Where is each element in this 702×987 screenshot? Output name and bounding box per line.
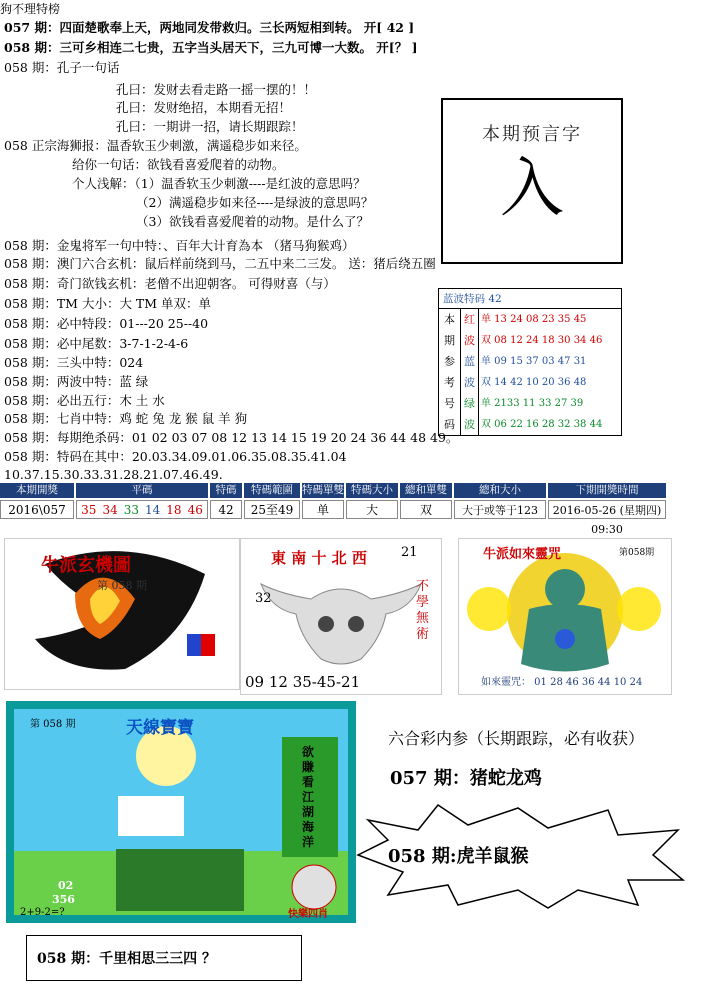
text-line: 给你一句话：欲钱看喜爱爬着的动物。: [72, 157, 285, 172]
result-header: 特碼單雙: [302, 484, 344, 496]
text-line: （3）欲钱看喜爱爬着的动物。是什么了？: [136, 214, 369, 229]
flat-number: 14: [145, 503, 161, 517]
right-panel-bottom: 如來靈咒： 01 28 46 36 44 10 24: [481, 677, 643, 688]
text-line: 058 期：必中尾数：3-7-1-2-4-6: [4, 336, 189, 351]
wave-side-char: 本: [444, 313, 455, 326]
text-line: 058 正宗海狮报：温香软玉少刺激，满遥稳步如来径。: [4, 138, 307, 153]
wave-color-name: 波: [461, 414, 479, 435]
result-sum-size: 大于或等于123: [454, 500, 546, 519]
text-line: 058 期：七肖中特：鸡 蛇 兔 龙 猴 鼠 羊 狗: [4, 411, 248, 426]
result-header: 總和單雙: [400, 483, 452, 498]
flat-number: 18: [166, 503, 182, 517]
result-odd-even: 单: [302, 500, 344, 519]
teletubbies-period: 第 058 期: [30, 719, 76, 730]
prediction-title: 本期预言字: [482, 124, 582, 145]
teletubbies-right-text: 欲賺看江湖海洋: [302, 745, 315, 849]
wave-numbers: 双 14 42 10 20 36 48: [481, 377, 587, 388]
text-line: 058 期：奇门欲钱玄机：老僧不出迎朝客。 可得财喜（与）: [4, 276, 336, 291]
result-flat-numbers: [76, 500, 208, 519]
text-line: 058 期：必出五行：木 土 水: [4, 393, 165, 408]
result-header: 本期開獎: [0, 483, 74, 498]
page-title: 狗不理特榜: [0, 2, 61, 16]
result-next-draw: 2016-05-26 (星期四) 09:30: [548, 500, 666, 519]
wave-numbers: 单 2133 11 33 27 39: [481, 398, 584, 409]
flat-number: 34: [102, 503, 118, 517]
wave-title: 蓝波特码 42: [439, 289, 621, 309]
text-line: 058 期：澳门六合玄机：鼠后样前绕到马，二五中来二三发。 送：猪后绕五圈: [4, 256, 436, 271]
wave-side-char: 号: [444, 397, 455, 410]
text-line: 058 期：每期绝杀码：01 02 03 07 08 12 13 14 15 19 20 24 36 44 48 49。: [4, 430, 459, 445]
footer-box: [26, 935, 302, 981]
result-header: 特碼範圍: [244, 483, 300, 498]
text-line: 10.37.15.30.33.31.28.21.07.46.49.: [4, 467, 223, 482]
left-panel-title: 牛派玄機圖: [41, 555, 131, 576]
result-header: 特碼: [210, 483, 242, 498]
wave-color-name: 绿: [461, 393, 479, 414]
text-line: 058 期：三头中特：024: [4, 355, 144, 370]
teletubbies-panel: [6, 701, 356, 923]
result-size: 大: [346, 500, 398, 519]
left-panel-period: 第 058 期: [97, 579, 147, 592]
middle-panel-directions: 東 南 十 北 西: [271, 549, 367, 567]
wave-color-name: 蓝: [461, 351, 479, 372]
teletubbies-code2: 356: [52, 893, 75, 906]
wave-numbers: 单 09 15 37 03 47 31: [481, 356, 587, 367]
middle-panel-32: 32: [255, 591, 272, 606]
teletubbies-code1: 02: [58, 879, 74, 892]
left-panel: [4, 538, 240, 690]
text-line: 孔曰：发财绝招，本期看无招！: [116, 100, 292, 115]
text-line: 058 期：两波中特：蓝 绿: [4, 374, 149, 389]
flat-number: 33: [123, 503, 139, 517]
wave-side-char: 码: [444, 418, 455, 431]
neican-header: 六合彩内参（长期跟踪，必有收获）: [388, 729, 645, 748]
text-line: 个人浅解：（1）温香软玉少刺激----是红波的意思吗？: [72, 176, 366, 191]
wave-numbers: 单 13 24 08 23 35 45: [481, 314, 587, 325]
text-line: 058 期：必中特段：01---20 25--40: [4, 316, 209, 331]
buddha-graphic: [459, 539, 671, 694]
text-line: （2）满遥稳步如来径----是绿波的意思吗？: [136, 195, 374, 210]
prediction-glyph: 入: [500, 152, 564, 226]
result-header: 下期開獎時間: [548, 483, 666, 498]
footer-text: 058 期：千里相思三三四 ？: [37, 951, 216, 967]
wave-color-name: 波: [461, 372, 479, 393]
result-header: 總和大小: [454, 483, 546, 498]
text-line: 058 期：三可乡相连二七贵，五字当头居天下，三九可博一大数。 开[？ ]: [4, 40, 418, 55]
text-line: 058 期：孔子一句话: [4, 60, 120, 75]
text-line: 057 期：四面楚歌奉上天，两地同发带救归。三长两短相到转。 开[ 42 ]: [4, 20, 415, 35]
result-sum-odd-even: 双: [400, 500, 452, 519]
right-panel-period: 第058期: [619, 548, 655, 558]
result-special: 42: [210, 500, 242, 519]
wave-numbers: 双 06 22 16 28 32 38 44: [481, 419, 603, 430]
neican-line1: 057 期：猪蛇龙鸡: [390, 768, 542, 789]
result-header: 特碼大小: [346, 483, 398, 498]
prediction-box: [441, 98, 623, 264]
right-panel: [458, 538, 672, 695]
wave-color-name: 红: [461, 309, 479, 330]
text-line: 孔曰：一期讲一招，请长期跟踪！: [116, 119, 304, 134]
middle-panel-right-text: 不學無術: [416, 579, 430, 642]
middle-panel-21: 21: [401, 545, 418, 560]
wave-numbers: 双 08 12 24 18 30 34 46: [481, 335, 603, 346]
text-line: 058 期：金鬼将军一句中特：、百年大计育為本 （猪马狗猴鸡）: [4, 238, 355, 253]
text-line: 058 期：TM 大小：大 TM 单双：单: [4, 296, 212, 311]
flat-number: 35: [81, 503, 97, 517]
right-panel-title: 牛派如來靈咒: [483, 547, 562, 562]
wave-side: [439, 309, 461, 435]
wave-side-char: 期: [444, 334, 455, 347]
text-line: 孔曰：发财去看走路一摇一摆的！！: [116, 82, 317, 97]
flat-number: 46: [187, 503, 203, 517]
wave-side-char: 考: [444, 376, 455, 389]
middle-panel: [240, 538, 442, 695]
middle-panel-bottom: 09 12 35-45-21: [245, 673, 361, 691]
text-line: 058 期：特码在其中：20.03.34.09.01.06.35.08.35.41.04: [4, 449, 347, 464]
result-bar: [0, 483, 666, 536]
wave-side-char: 参: [444, 355, 455, 368]
teletubbies-bottom: 2+9-2=?: [20, 907, 65, 918]
neican-line2: 058 期:虎羊鼠猴: [388, 846, 529, 867]
wave-table: [438, 288, 622, 436]
teletubbies-lucky: 快樂四肖: [288, 909, 328, 920]
teletubbies-title: 天線寶寶: [126, 718, 194, 738]
wave-color-name: 波: [461, 330, 479, 351]
result-period: 2016\057: [0, 500, 74, 519]
result-header: 平碼: [76, 483, 208, 498]
result-range: 25至49: [244, 500, 300, 519]
